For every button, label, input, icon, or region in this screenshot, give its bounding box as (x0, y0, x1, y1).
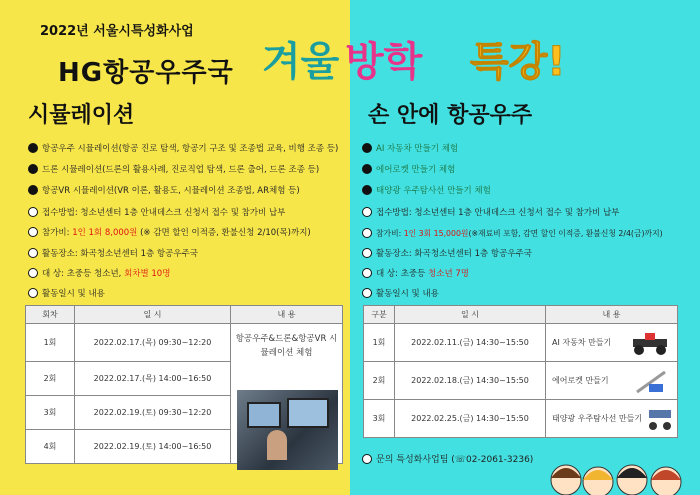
badge-icon (362, 164, 372, 174)
left-section-title: 시뮬레이션 (28, 103, 135, 128)
list-item: 태양광 우주탐사선 만들기 체험 (362, 185, 491, 198)
table-row: 2회 2022.02.17.(목) 14:00~16:50 (26, 362, 343, 396)
list-item: 항공VR 시뮬레이션(VR 이론, 활용도, 시뮬레이션 조종법, AR체험 등) (28, 185, 300, 198)
circle-icon (362, 288, 372, 298)
rocket-kit-icon (631, 366, 671, 396)
circle-icon (28, 227, 38, 237)
left-content-text: 항공우주&드론&항공VR 시뮬레이션 체험 (235, 334, 338, 358)
circle-icon (362, 228, 372, 238)
badge-icon (28, 164, 38, 174)
circle-icon (362, 454, 372, 464)
list-item: 항공우주 시뮬레이션(항공 진로 탐색, 항공기 구조 및 조종법 교육, 비행 조종 등) (28, 143, 338, 156)
badge-icon (28, 185, 38, 195)
badge-icon (362, 185, 372, 195)
solar-probe-kit-icon (645, 406, 675, 432)
car-kit-icon (629, 329, 673, 357)
list-item: 활동일시 및 내용 (362, 288, 439, 301)
list-item: 참가비: 1인 3회 15,000원(※재료비 포함, 감면 할인 이적증, 환불신청 2/4(금)까지) (362, 227, 663, 240)
list-item: 참가비: 1인 1회 8,000원 (※ 감면 할인 이적증, 환불신청 2/10(목)까지) (28, 227, 311, 240)
table-row: 3회 2022.02.25.(금) 14:30~15:50 태양광 우주탐사선 만들기 (364, 400, 678, 438)
right-section-title: 손 안에 항공우주 (368, 103, 533, 128)
table-row: 1회 2022.02.11.(금) 14:30~15:50 AI 자동차 만들기 (364, 324, 678, 362)
circle-icon (28, 268, 38, 278)
list-item: AI 자동차 만들기 체험 (362, 143, 458, 156)
contact-info: 문의 특성화사업팀 (☏02-2061-3236) (362, 452, 533, 465)
list-item: 활동일시 및 내용 (28, 288, 105, 301)
list-item: 활동장소: 화곡청소년센터 1층 항공우주국 (28, 248, 198, 261)
list-item: 드론 시뮬레이션(드론의 활용사례, 진로직업 탐색, 드론 출어, 드론 조종 등) (28, 164, 319, 177)
circle-icon (362, 207, 372, 217)
table-row: 1회 2022.02.17.(목) 09:30~12:20 항공우주&드론&항공VR 시뮬레이션 체험 (26, 324, 343, 362)
list-item: 대 상: 초중등 청소년, 회차별 10명 (28, 268, 170, 281)
children-illustration-icon (548, 450, 698, 495)
circle-icon (362, 268, 372, 278)
simulator-photo (237, 390, 338, 470)
title-part-1: 겨울 (262, 39, 340, 85)
table-row: 2회 2022.02.18.(금) 14:30~15:50 에어로켓 만들기 (364, 362, 678, 400)
table-row: 3회 2022.02.19.(토) 09:30~12:20 (26, 396, 343, 430)
badge-icon (362, 143, 372, 153)
title-part-2: 방학 (345, 39, 423, 85)
organization-name: HG항공우주국 (58, 58, 234, 88)
circle-icon (28, 248, 38, 258)
list-item: 접수방법: 청소년센터 1층 안내데스크 신청서 접수 및 참가비 납부 (362, 207, 619, 220)
circle-icon (28, 207, 38, 217)
table-row: 4회 2022.02.19.(토) 14:00~16:50 (26, 430, 343, 464)
list-item: 대 상: 초중등 청소년 7명 (362, 268, 469, 281)
badge-icon (28, 143, 38, 153)
list-item: 활동장소: 화곡청소년센터 1층 항공우주국 (362, 248, 532, 261)
circle-icon (28, 288, 38, 298)
right-schedule-table: 구분 일 시 내 용 1회 2022.02.11.(금) 14:30~15:50 AI 자동차 만들기 2회 2022.02.18.(금) 14:30~15:50 에어로켓 만들기 3회 2022.02.25.(금) 14:30~15:50 태양광 우주탐사선 만들기 (363, 305, 678, 438)
left-schedule-table: 회차 일 시 내 용 1회 2022.02.17.(목) 09:30~12:20 항공우주&드론&항공VR 시뮬레이션 체험 2회 2022.02.17.(목) 14:00~16:50 3회 2022.02.19.(토) 09:30~12:20 4회 2022.02.19.(토) 14:00~16:50 (25, 305, 343, 464)
title-part-3: 특강! (470, 39, 566, 85)
list-item: 에어로켓 만들기 체험 (362, 164, 455, 177)
list-item: 접수방법: 청소년센터 1층 안내데스크 신청서 접수 및 참가비 납부 (28, 207, 285, 220)
program-subtitle: 2022년 서울시특성화사업 (40, 24, 194, 39)
circle-icon (362, 248, 372, 258)
